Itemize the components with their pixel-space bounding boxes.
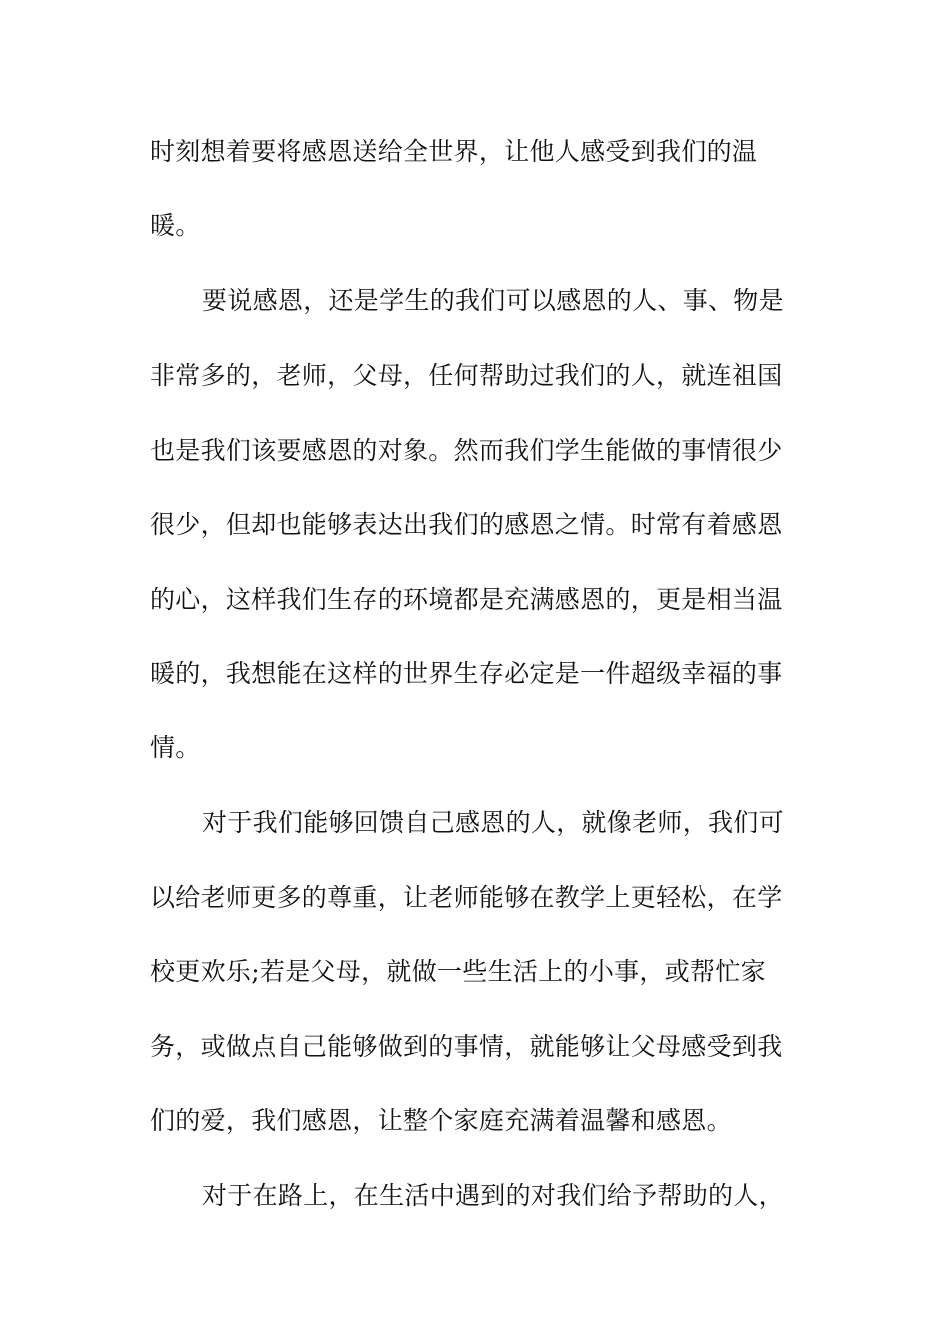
text-line: 时刻想着要将感恩送给全世界，让他人感受到我们的温	[150, 137, 758, 166]
text-line: 的心，这样我们生存的环境都是充满感恩的，更是相当温	[150, 585, 783, 614]
text-line: 校更欢乐;若是父母，就做一些生活上的小事，或帮忙家	[150, 957, 766, 986]
text-line: 情。	[150, 733, 201, 762]
text-line: 也是我们该要感恩的对象。然而我们学生能做的事情很少	[150, 436, 783, 465]
text-line: 非常多的，老师，父母，任何帮助过我们的人，就连祖国	[150, 361, 783, 390]
text-line: 们的爱，我们感恩，让整个家庭充满着温馨和感恩。	[150, 1106, 732, 1135]
text-line: 很少，但却也能够表达出我们的感恩之情。时常有着感恩	[150, 510, 783, 539]
paragraph-first-line: 对于在路上，在生活中遇到的对我们给予帮助的人，	[202, 1181, 784, 1210]
paragraph-first-line: 要说感恩，还是学生的我们可以感恩的人、事、物是	[202, 286, 784, 315]
paragraph-first-line: 对于我们能够回馈自己感恩的人，就像老师，我们可	[202, 808, 784, 837]
text-line: 暖的，我想能在这样的世界生存必定是一件超级幸福的事	[150, 659, 783, 688]
text-line: 务，或做点自己能够做到的事情，就能够让父母感受到我	[150, 1032, 783, 1061]
text-line: 以给老师更多的尊重，让老师能够在教学上更轻松，在学	[150, 883, 783, 912]
text-line: 暖。	[150, 211, 201, 240]
